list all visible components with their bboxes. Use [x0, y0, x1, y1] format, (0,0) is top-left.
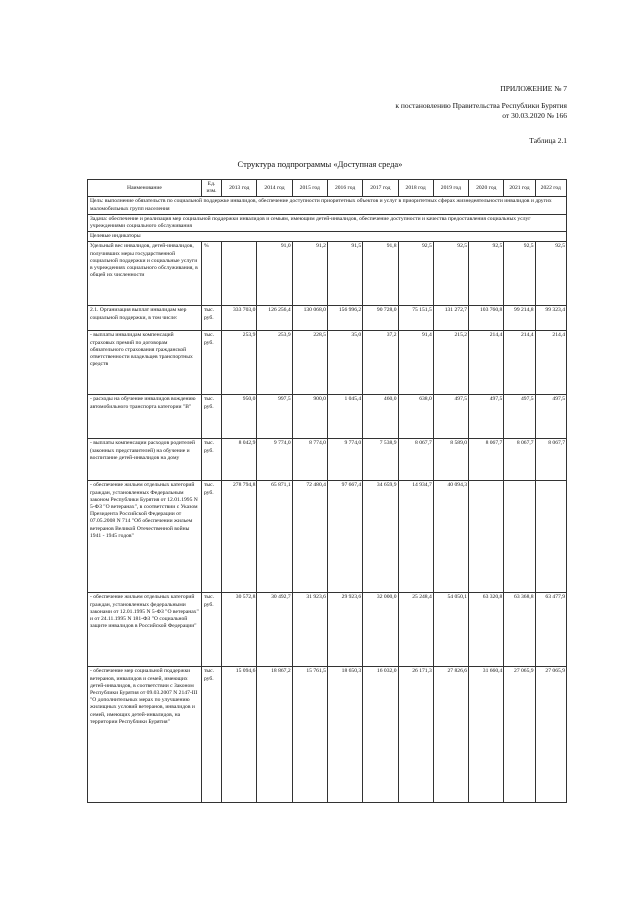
row-value: 214,4 — [535, 331, 566, 395]
indicators-label: Целевые индикаторы — [88, 232, 567, 242]
goal-text: Цель: выполнение обязательств по социальной поддержке инвалидов, обеспечение доступности приоритетных объектов и услуг в приоритетных сферах жизнедеятельности инвалидов и других маломобильных групп населения — [88, 197, 567, 214]
row-value: 92,5 — [398, 242, 433, 306]
row-value: 638,0 — [398, 395, 433, 439]
column-header: 2013 год — [222, 180, 257, 197]
row-value: 8 067,7 — [398, 439, 433, 481]
row-value: 65 871,1 — [257, 481, 292, 593]
row-value: 90 728,0 — [363, 306, 398, 331]
row-value: 8 774,0 — [292, 439, 327, 481]
row-value: 131 272,7 — [433, 306, 468, 331]
decree-reference: к постановлению Правительства Республики Бурятия — [395, 101, 567, 110]
row-value: 63 368,8 — [504, 593, 535, 667]
row-value: 8 067,7 — [469, 439, 504, 481]
row-value: 92,5 — [504, 242, 535, 306]
row-value: 278 794,8 — [222, 481, 257, 593]
row-value: 997,5 — [257, 395, 292, 439]
goal-row — [88, 197, 567, 214]
row-value: 40 094,3 — [433, 481, 468, 593]
table-number: Таблица 2.1 — [529, 136, 567, 145]
row-value: 63 320,8 — [469, 593, 504, 667]
row-value: 91,8 — [363, 242, 398, 306]
table-row — [88, 667, 567, 803]
row-name: - обеспечение мер социальной поддержки ветеранов, инвалидов и семей, имеющих детей-инвалидов, в соответствии с Законом Республики Бурятия от 09.03.2007 N 2147-III "О дополнительных мерах по улучшению жилищных условий ветеранов, инвалидов и семей, имеющих детей-инвалидов, на территории Республики Бурятия" — [88, 667, 202, 803]
row-value: 214,4 — [469, 331, 504, 395]
row-unit: тыс. руб. — [201, 439, 221, 481]
row-value: 253,9 — [257, 331, 292, 395]
row-value — [535, 481, 566, 593]
table-row — [88, 306, 567, 331]
column-header: 2019 год — [433, 180, 468, 197]
document-title: Структура подпрограммы «Доступная среда» — [237, 159, 403, 169]
row-value: 497,5 — [433, 395, 468, 439]
row-value: 29 923,6 — [327, 593, 362, 667]
subprogram-structure-table — [87, 179, 567, 803]
row-value: 497,5 — [535, 395, 566, 439]
row-value: 91,2 — [292, 242, 327, 306]
row-value: 8 067,7 — [504, 439, 535, 481]
row-value: 72 480,4 — [292, 481, 327, 593]
row-unit: % — [201, 242, 221, 306]
row-value: 9 774,0 — [327, 439, 362, 481]
row-value: 8 067,7 — [535, 439, 566, 481]
row-unit: тыс. руб. — [201, 395, 221, 439]
row-value: 54 050,1 — [433, 593, 468, 667]
column-header: Ед. изм. — [201, 180, 221, 197]
row-value: 92,5 — [469, 242, 504, 306]
row-value: 253,9 — [222, 331, 257, 395]
row-value — [469, 481, 504, 593]
row-name: - выплаты инвалидам компенсаций страховых премий по договорам обязательного страхования гражданской ответственности владельцев транспортных средств — [88, 331, 202, 395]
row-name: - обеспечение жильем отдельных категорий граждан, установленных Федеральным законом Республики Бурятия от 12.01.1995 N 5-ФЗ "О ветеранах", в соответствии с Указом Президента Российской Федерации от 07.05.2008 N 714 "Об обеспечении жильем ветеранов Великой Отечественной войны 1941 - 1945 годов" — [88, 481, 202, 593]
column-header: 2021 год — [504, 180, 535, 197]
row-value: 14 934,7 — [398, 481, 433, 593]
row-value: 63 477,9 — [535, 593, 566, 667]
row-value: 92,5 — [535, 242, 566, 306]
row-value: 97 667,4 — [327, 481, 362, 593]
table-row — [88, 593, 567, 667]
row-value: 15 094,6 — [222, 667, 257, 803]
decree-date: от 30.03.2020 № 166 — [502, 111, 567, 120]
table-row — [88, 395, 567, 439]
row-value: 9 774,0 — [257, 439, 292, 481]
row-name: 2.1. Организация выплат инвалидам мер социальной поддержки, в том числе: — [88, 306, 202, 331]
table-row — [88, 331, 567, 395]
row-value: 333 703,0 — [222, 306, 257, 331]
row-value: 130 068,0 — [292, 306, 327, 331]
row-value: 92,5 — [433, 242, 468, 306]
row-value: 497,5 — [504, 395, 535, 439]
row-value: 30 492,7 — [257, 593, 292, 667]
row-value: 99 214,8 — [504, 306, 535, 331]
row-value — [222, 242, 257, 306]
row-value: 91,5 — [327, 242, 362, 306]
row-value: 27 065,9 — [504, 667, 535, 803]
row-unit: тыс. руб. — [201, 667, 221, 803]
table-header-row — [88, 180, 567, 197]
column-header: 2020 год — [469, 180, 504, 197]
row-value: 103 760,8 — [469, 306, 504, 331]
row-value: 8 042,9 — [222, 439, 257, 481]
column-header: 2022 год — [535, 180, 566, 197]
row-value: 215,2 — [433, 331, 468, 395]
row-unit: тыс. руб. — [201, 306, 221, 331]
table-row — [88, 481, 567, 593]
appendix-number: ПРИЛОЖЕНИЕ № 7 — [500, 84, 567, 93]
column-header: 2016 год — [327, 180, 362, 197]
row-value: 91,4 — [398, 331, 433, 395]
column-header: Наименование — [88, 180, 202, 197]
row-value: 7 538,9 — [363, 439, 398, 481]
row-value: 460,0 — [363, 395, 398, 439]
row-value: 35,0 — [327, 331, 362, 395]
table-row — [88, 439, 567, 481]
column-header: 2015 год — [292, 180, 327, 197]
row-name: - обеспечение жильем отдельных категорий граждан, установленных федеральными законами от 12.01.1995 N 5-ФЗ "О ветеранах" и от 24.11.1995 N 181-ФЗ "О социальной защите инвалидов в Российской Федерации" — [88, 593, 202, 667]
row-value: 27 065,9 — [535, 667, 566, 803]
row-value: 900,0 — [292, 395, 327, 439]
column-header: 2014 год — [257, 180, 292, 197]
row-value: 31 923,6 — [292, 593, 327, 667]
row-value — [504, 481, 535, 593]
row-value: 37,2 — [363, 331, 398, 395]
row-value: 18 650,3 — [327, 667, 362, 803]
row-value: 126 256,4 — [257, 306, 292, 331]
indicators-row — [88, 232, 567, 242]
task-text: Задача: обеспечение и реализация мер социальной поддержки инвалидов и семьям, имеющим детей-инвалидов, обеспечение доступности и качества предоставления социальных услуг учреждениями социального обслуживания — [88, 214, 567, 231]
row-value: 34 659,9 — [363, 481, 398, 593]
row-value: 950,0 — [222, 395, 257, 439]
row-name: - расходы на обучение инвалидов вождению автомобильного транспорта категории "B" — [88, 395, 202, 439]
row-unit: тыс. руб. — [201, 481, 221, 593]
row-value: 16 032,0 — [363, 667, 398, 803]
row-value: 497,5 — [469, 395, 504, 439]
row-value: 1 045,4 — [327, 395, 362, 439]
row-value: 27 826,6 — [433, 667, 468, 803]
task-row — [88, 214, 567, 231]
column-header: 2018 год — [398, 180, 433, 197]
row-value: 25 248,4 — [398, 593, 433, 667]
row-value: 32 000,0 — [363, 593, 398, 667]
row-name: - выплаты компенсации расходов родителей (законных представителей) на обучение и воспитание детей-инвалидов на дому — [88, 439, 202, 481]
row-value: 228,5 — [292, 331, 327, 395]
row-value: 156 996,2 — [327, 306, 362, 331]
row-value: 91,0 — [257, 242, 292, 306]
row-unit: тыс. руб. — [201, 593, 221, 667]
row-value: 31 660,4 — [469, 667, 504, 803]
row-value: 30 572,8 — [222, 593, 257, 667]
row-unit: тыс. руб. — [201, 331, 221, 395]
row-value: 26 171,3 — [398, 667, 433, 803]
row-value: 8 589,0 — [433, 439, 468, 481]
row-value: 99 323,4 — [535, 306, 566, 331]
table-row — [88, 242, 567, 306]
column-header: 2017 год — [363, 180, 398, 197]
row-value: 18 867,2 — [257, 667, 292, 803]
row-value: 214,4 — [504, 331, 535, 395]
row-value: 75 151,5 — [398, 306, 433, 331]
row-value: 15 761,5 — [292, 667, 327, 803]
row-name: Удельный вес инвалидов, детей-инвалидов, получивших меры государственной социальной поддержки и социальные услуги в учреждениях социального обслуживания, в общей их численности — [88, 242, 202, 306]
